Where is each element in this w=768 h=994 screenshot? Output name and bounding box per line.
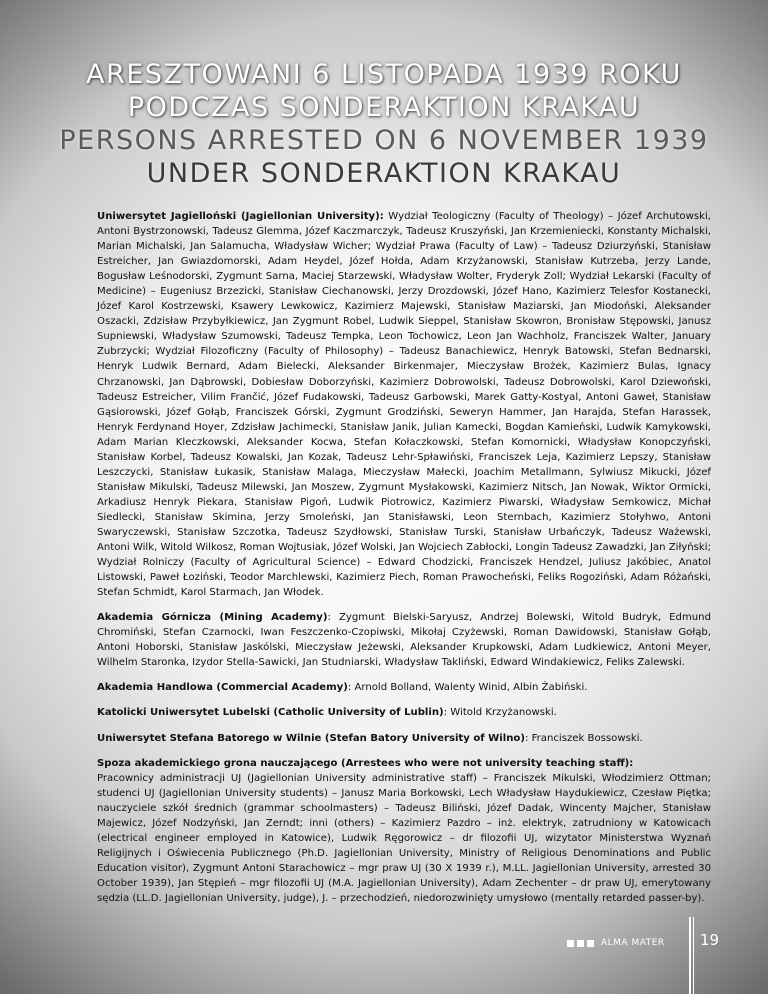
section-text: : Witold Krzyżanowski. [443,707,557,719]
section-stefan-batory-university [97,731,711,746]
section-heading: Katolicki Uniwersytet Lubelski (Catholic University of Lublin) [97,707,444,719]
section-heading: Akademia Górnicza (Mining Academy) [97,612,328,624]
section-text: Wydział Teologiczny (Faculty of Theology) – Józef Archutowski, Antoni Bystrzonowski, Tadeusz Glemma, Józef Kaczmarczyk, Tadeusz Kruszyński, Jan Krzemieniecki, Konstanty Michalski, Marian Michalski, Jan Salamucha, Władysław Wicher; Wydział Prawa (Faculty of Law) – Tadeusz Dziurzyński, Stanisław Estreicher, Jan Gwiazdomorski, Adam Heydel, Józef Hołda, Adam Krzyżanowski, Stanisław Kutrzeba, Jerzy Lande, Bogusław Leśnodorski, Zygmunt Sarna, Maciej Starzewski, Władysław Wolter, Fryderyk Zoll; Wydział Lekarski (Faculty of Medicine) – Eugeniusz Brzezicki, Stanisław Ciechanowski, Jerzy Drozdowski, Józef Hano, Kazimierz Telesfor Kostanecki, Józef Karol Kostrzewski, Ksawery Lewkowicz, Kazimierz Majewski, Stanisław Maziarski, Jan Miodoński, Aleksander Oszacki, Zdzisław Przybyłkiewicz, Jan Zygmunt Robel, Ludwik Sieppel, Stanisław Skowron, Bronisław Stępowski, Janusz Supniewski, Władysław Szumowski, Tadeusz Tempka, Leon Tochowicz, Leon Jan Wachholz, Franciszek Walter, January Zubrzycki; Wydział Filozoficzny (Faculty of Philosophy) – Tadeusz Banachiewicz, Henryk Batowski, Stefan Bednarski, Henryk Ludwik Bernard, Adam Bielecki, Aleksander Birkenmajer, Mieczysław Brożek, Kazimierz Bulas, Ignacy Chrzanowski, Jan Dąbrowski, Dobiesław Doborzyński, Kazimierz Dobrowolski, Tadeusz Dobrowolski, Karol Dziewoński, Tadeusz Estreicher, Vilim Frančić, Józef Fudakowski, Tadeusz Garbowski, Marek Gatty-Kostyal, Antoni Gaweł, Stanisław Gąsiorowski, Józef Gołąb, Franciszek Górski, Zygmunt Grodziński, Seweryn Hammer, Jan Harajda, Stefan Harassek, Henryk Ferdynand Hoyer, Zdzisław Jachimecki, Stanisław Janik, Julian Kamecki, Bogdan Kamieński, Ludwik Kamykowski, Adam Marian Kleczkowski, Aleksander Kocwa, Stefan Kołaczkowski, Stefan Komornicki, Władysław Konopczyński, Stanisław Korbel, Tadeusz Kowalski, Jan Kozak, Tadeusz Lehr-Spławiński, Franciszek Leja, Kazimierz Lepszy, Stanisław Leszczycki, Stanisław Łukasik, Stanisław Malaga, Mieczysław Małecki, Joachim Metallmann, Sylwiusz Mikucki, Józef Stanisław Mikulski, Tadeusz Milewski, Jan Moszew, Zygmunt Mysłakowski, Kazimierz Nitsch, Jan Nowak, Wiktor Ormicki, Arkadiusz Henryk Piekara, Stanisław Pigoń, Ludwik Piotrowicz, Kazimierz Piwarski, Władysław Semkowicz, Michał Siedlecki, Stanisław Skimina, Jerzy Smoleński, Jan Stanisławski, Leon Sternbach, Kazimierz Stołyhwo, Antoni Swaryczewski, Stanisław Szczotka, Tadeusz Szydłowski, Stanisław Turski, Stanisław Urbańczyk, Tadeusz Ważewski, Antoni Wilk, Witold Wilkosz, Roman Wojtusiak, Józef Wolski, Jan Wojciech Zabłocki, Longin Tadeusz Zawadzki, Jan Ziłyński; Wydział Rolniczy (Faculty of Agricultural Science) – Edward Chodzicki, Franciszek Hendzel, Juliusz Jakóbiec, Anatol Listowski, Paweł Łoziński, Teodor Marchlewski, Kazimierz Piech, Roman Prawocheński, Feliks Rogoziński, Adam Różański, Stefan Schmidt, Karol Starmach, Jan Włodek. [97,211,711,599]
page-number: 19 [700,931,720,949]
section-text: : Arnold Bolland, Walenty Winid, Albin Żabiński. [347,682,588,694]
section-jagiellonian-university [97,209,711,600]
section-mining-academy [97,610,711,670]
title-english-line-1: PERSONS ARRESTED ON 6 NOVEMBER 1939 [59,125,709,156]
magazine-name: ALMA MATER [601,938,665,948]
arrested-list [97,209,711,916]
title-english-line-2: UNDER SONDERAKTION KRAKAU [146,158,622,189]
section-text: : Zygmunt Bielski-Saryusz, Andrzej Bolewski, Witold Budryk, Edmund Chromiński, Stefan Czarnocki, Iwan Feszczenko-Czopiwski, Mikołaj Czyżewski, Roman Dawidowski, Stanisław Gołąb, Antoni Hoborski, Stanisław Jaskólski, Mieczysław Jeżewski, Aleksander Krupkowski, Adam Ludkiewicz, Antoni Meyer, Wilhelm Staronka, Izydor Stella-Sawicki, Jan Studniarski, Władysław Takliński, Edward Windakiewicz, Feliks Zalewski. [97,612,711,669]
section-non-teaching-staff [97,756,711,906]
section-heading: Akademia Handlowa (Commercial Academy) [97,682,348,694]
section-catholic-university-lublin [97,705,711,720]
footer [567,935,665,951]
page-title [40,58,728,190]
footer-divider [693,917,694,994]
section-text: Pracownicy administracji UJ (Jagiellonian University administrative staff) – Franciszek Mikulski, Włodzimierz Ottman; studenci UJ (Jagiellonian University students) – Janusz Maria Borkowski, Lech Władysław Haydukiewicz, Czesław Piętka; nauczyciele szkół średnich (grammar schoolmasters) – Tadeusz Biliński, Józef Dadak, Wincenty Majcher, Stanisław Majewicz, Józef Nodzyński, Jan Zerndt; inni (others) – Kazimierz Pazdro – inż. elektryk, zatrudniony w Katowicach (electrical engineer employed in Katowice), Ludwik Ręgorowicz – dr filozofii UJ, wizytator Ministerstwa Wyznań Religijnych i Oświecenia Publicznego (Ph.D. Jagiellonian University, Ministry of Religious Denominations and Public Education visitor), Zygmunt Antoni Starachowicz – mgr praw UJ (30 X 1939 r.), M.LL. Jagiellonian University, arrested 30 October 1939), Jan Stępień – mgr filozofii UJ (M.A. Jagiellonian University), Adam Zechenter – dr praw UJ, emerytowany sędzia (LL.D. Jagiellonian University, judge), J. – przechodzień, niedorozwinięty umysłowo (mentally retarded passer-by). [97,772,711,904]
square-bullet-icon [577,940,584,947]
square-bullet-icon [587,940,594,947]
section-heading: Spoza akademickiego grona nauczającego (Arrestees who were not university teaching staff): [97,757,634,769]
section-heading: Uniwersytet Jagielloński (Jagiellonian University): [97,211,384,222]
section-commercial-academy [97,680,711,695]
footer-divider [689,917,691,994]
section-heading: Uniwersytet Stefana Batorego w Wilnie (Stefan Batory University of Wilno) [97,732,525,744]
section-text: : Franciszek Bossowski. [524,732,643,744]
square-bullet-icon [567,940,574,947]
title-polish-line-2: PODCZAS SONDERAKTION KRAKAU [127,92,641,123]
title-polish-line-1: ARESZTOWANI 6 LISTOPADA 1939 ROKU [86,59,682,90]
